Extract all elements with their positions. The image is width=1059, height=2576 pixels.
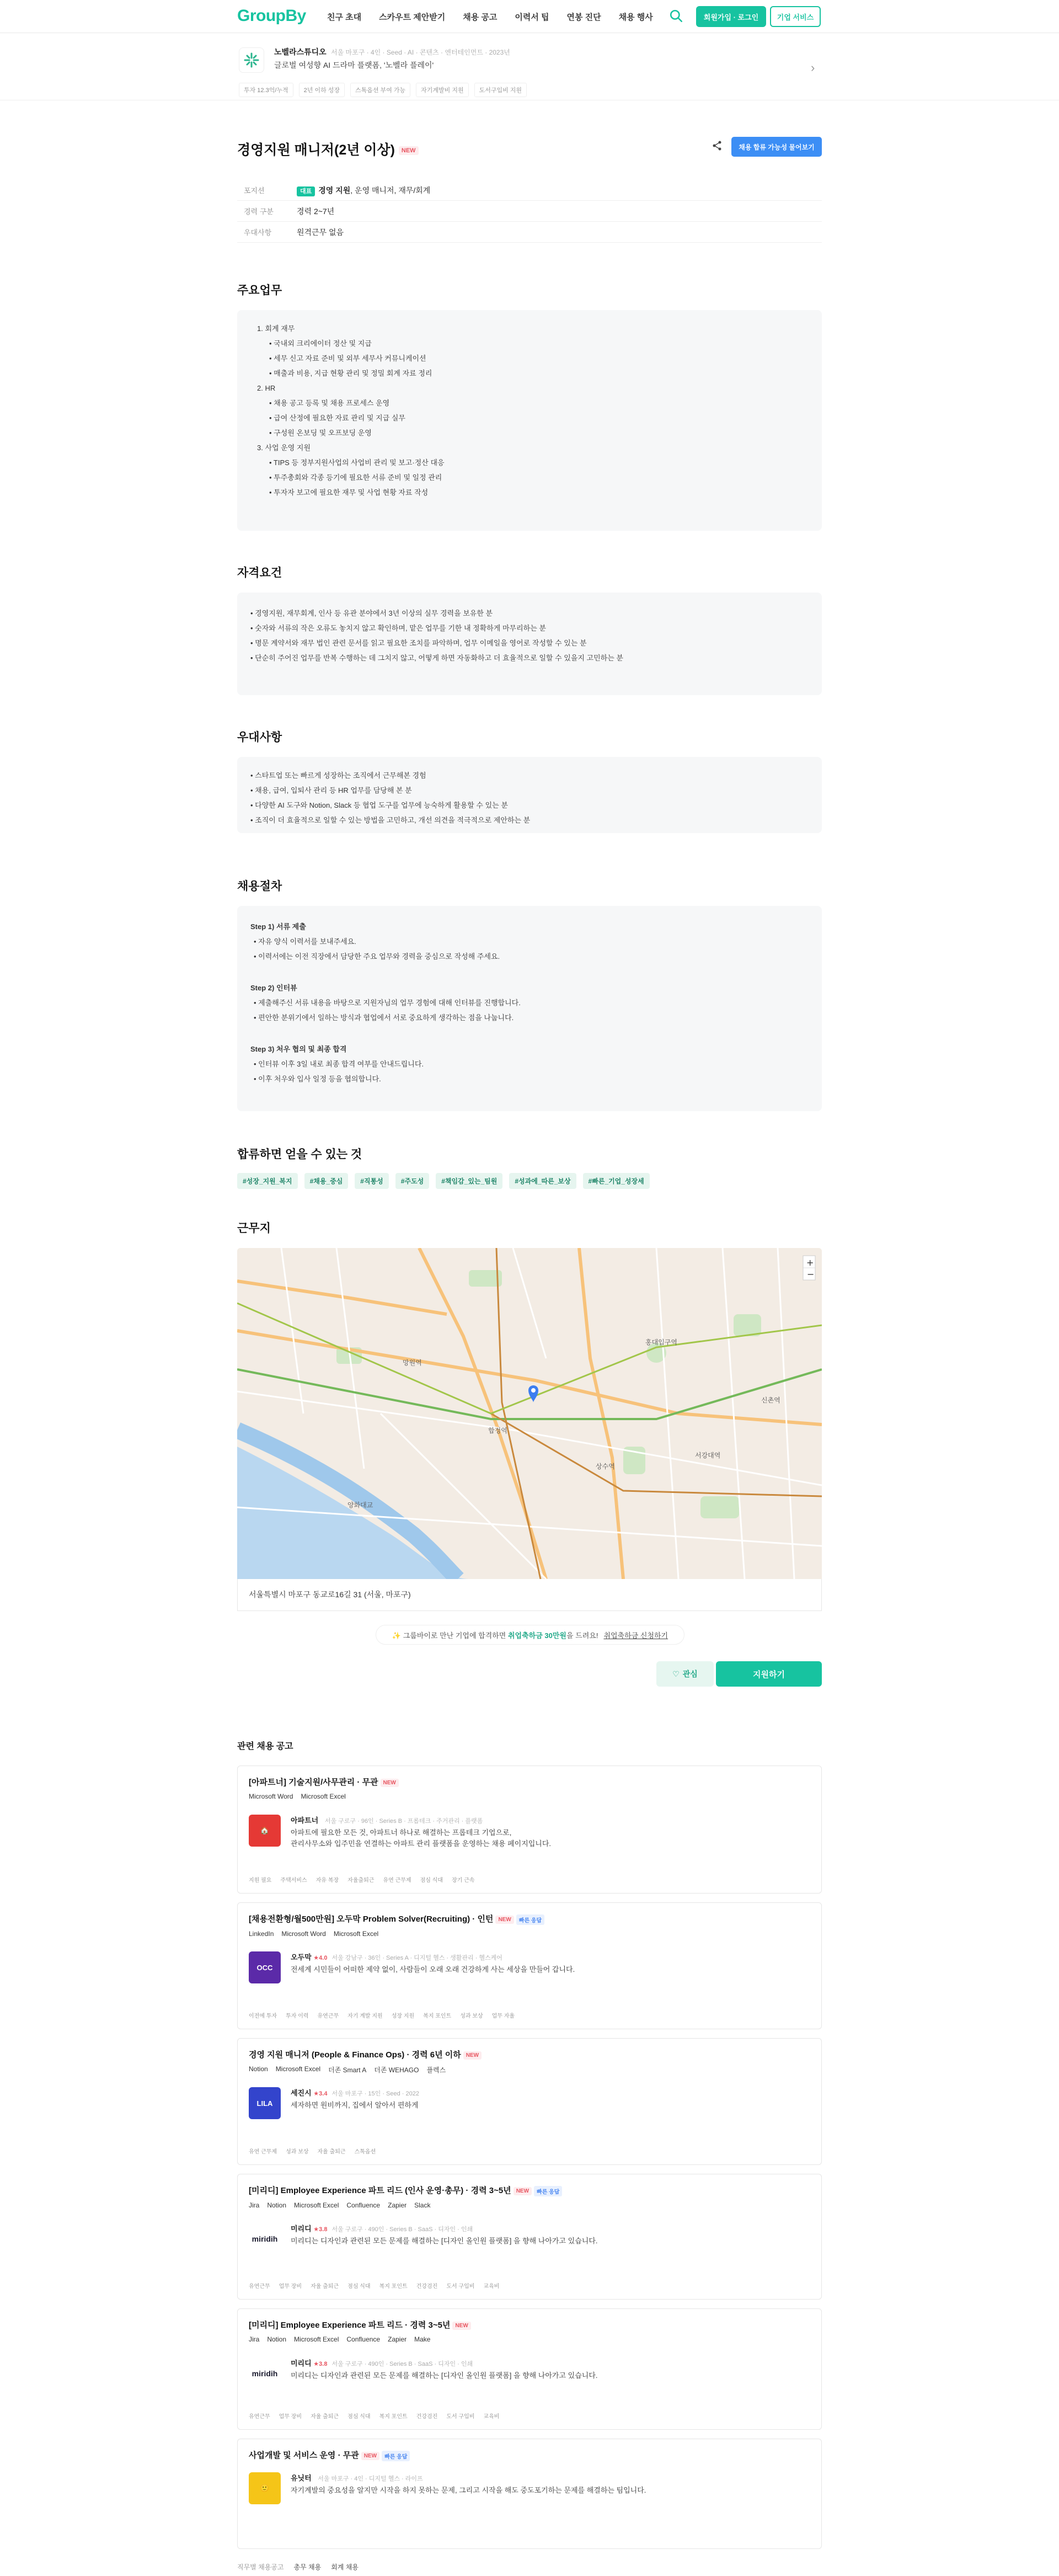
benefit-chip: 스톡옵션 [354,2149,376,2155]
skill-tag: Notion [267,2201,287,2209]
apply-button[interactable]: 지원하기 [716,1661,822,1687]
duties-heading: 주요업무 [237,284,282,297]
company-meta: 서울 마포구 · 4인 · 디지털 헬스 · 라이프 [318,2476,423,2482]
company-info [291,1951,575,1983]
share-icon[interactable] [712,140,723,151]
company-meta: 서울 구로구 · 96인 · Series B · 프롭테크 · 주거관리 · 플랫폼 [324,1818,483,1825]
duty-group-heading: 1. 회계 재무 [257,324,295,333]
benefit-chip: 지원 필요 [249,1878,272,1884]
skill-tag: Microsoft Excel [301,1793,346,1800]
notice-prefix: ✨ 그룹바이로 만난 기업에 합격하면 [392,1631,506,1640]
company-name: 오두막 ★4.0 서울 강남구 · 36인 · Series A · 디지털 헬스 · 생활관리 · 헬스케어 [291,1953,502,1961]
job-card-badge: 빠른 응답 [534,2186,562,2196]
job-info-table [237,180,822,243]
map-address: 서울특별시 마포구 동교로16길 31 (서울, 마포구) [237,1579,822,1611]
benefit-chip: 건강검진 [416,2414,438,2420]
related-jobs-heading: 관련 채용 공고 [237,1742,293,1751]
company-meta: 서울 구로구 · 490인 · Series B · SaaS · 디자인 · 인쇄 [331,2226,473,2233]
info-row-position [237,180,822,201]
job-card[interactable] [237,2308,822,2430]
map-label: 합정역 [488,1427,507,1434]
info-row-remote [237,222,822,243]
benefit-chip: 장기 근속 [451,1878,475,1884]
company-name: 세진시 ★3.4 서울 마포구 · 15인 · Seed · 2022 [291,2089,419,2097]
benefit-tags [237,1173,650,1189]
footer-link[interactable]: 회계 채용 [331,2563,359,2571]
process-item: • 편안한 분위기에서 일하는 방식과 협업에서 서로 중요하게 생각하는 점을 나눕니다. [254,1014,514,1022]
skill-tag: Confluence [346,2201,381,2209]
company-logo: LILA [249,2087,281,2119]
company-meta: 서울 마포구 · 15인 · Seed · 2022 [331,2090,419,2097]
info-value: 경력 2~7년 [297,206,335,216]
map-label: 양화대교 [347,1501,373,1509]
company-summary[interactable] [0,33,1059,100]
skill-tag: Microsoft Excel [294,2335,339,2343]
qualification-item: • 숫자와 서류의 작은 오류도 놓치지 않고 확인하며, 맡은 업무를 기한 내 정확하게 마무리하는 분 [250,624,546,632]
search-icon[interactable] [669,9,683,23]
duties-box [237,310,822,531]
notice-suffix: 을 드려요! [566,1631,598,1640]
job-card-tags [249,2412,499,2420]
skill-tag: Microsoft Word [249,1793,293,1800]
duty-item: • 투자자 보고에 필요한 재무 및 사업 현황 자료 작성 [269,488,429,497]
preferred-item: • 채용, 급여, 입퇴사 관리 등 HR 업무를 담당해 본 분 [250,786,412,794]
company-logo [239,47,264,73]
main-nav [327,11,653,23]
company-logo: miridih [249,2358,281,2390]
skill-tag: Microsoft Excel [294,2201,339,2209]
process-heading: 채용절차 [237,880,282,893]
ask-hiring-button[interactable]: 채용 합류 가능성 물어보기 [731,137,822,157]
preferred-item: • 다양한 AI 도구와 Notion, Slack 등 협업 도구를 업무에 능숙하게 활용할 수 있는 분 [250,801,508,809]
benefit-tag: #성과에_따른_보상 [509,1173,576,1189]
company-tags [239,83,527,97]
duty-group-heading: 2. HR [257,384,276,392]
info-label: 우대사항 [244,228,272,237]
nav-resume-tips[interactable]: 이력서 팁 [515,13,549,22]
job-card-skills [249,2335,810,2343]
groupby-logo[interactable]: GroupBy [237,7,306,25]
benefit-chip: 자유 복장 [315,1878,339,1884]
company-name[interactable]: 노벨라스튜디오 [274,47,327,56]
skill-tag: Jira [249,2335,260,2343]
job-card-tags [249,2147,376,2155]
benefit-tag: #주도성 [395,1173,429,1189]
map-label: 서강대역 [695,1452,721,1459]
job-card[interactable] [237,2439,822,2549]
duty-item: • TIPS 등 정부지원사업의 사업비 관리 및 보고·정산 대응 [269,458,445,467]
company-description: 미리디는 디자인과 관련된 모든 문제를 해결하는 [디자인 올인원 플랫폼] 을 향해 나아가고 있습니다. [291,2237,598,2245]
benefit-chip: 자기 계발 지원 [347,2013,383,2019]
skill-tag: Microsoft Excel [333,1929,379,1938]
job-card[interactable] [237,1902,822,2029]
benefit-chip: 자율 출퇴근 [317,2149,346,2155]
benefit-chip: 점심 식대 [347,2414,371,2420]
company-info [291,2472,646,2504]
benefits-heading: 합류하면 얻을 수 있는 것 [237,1148,362,1161]
zoom-in-icon[interactable]: + [806,1257,814,1268]
duty-item: • 구성원 온보딩 및 오프보딩 운영 [269,429,372,437]
benefit-chip: 복지 포인트 [379,2284,408,2290]
skill-tag: Make [414,2335,431,2343]
benefit-chip: 건강검진 [416,2284,438,2290]
job-card[interactable] [237,2038,822,2165]
duty-list [257,455,802,500]
company-description: 글로벌 여성향 AI 드라마 플랫폼, '노벨라 플레이' [274,61,434,70]
job-card-tags [249,1875,474,1884]
benefit-chip: 유연 근무제 [249,2149,277,2155]
benefit-chip: 업무 장비 [279,2284,302,2290]
congrats-apply-link[interactable]: 취업축하금 신청하기 [603,1631,668,1640]
skill-tag: 더존 Smart A [328,2066,367,2074]
preferred-heading: 우대사항 [237,731,282,744]
job-card-company[interactable] [249,2358,598,2390]
map-label: 상수역 [596,1463,615,1470]
company-meta: 서울 구로구 · 490인 · Series B · SaaS · 디자인 · 인쇄 [331,2361,473,2367]
process-box [237,906,822,1111]
skill-tag: Confluence [346,2335,381,2343]
qualifications-box [237,593,822,695]
job-card-skills [249,1930,810,1938]
duty-item: • 채용 공고 등록 및 채용 프로세스 운영 [269,399,390,407]
company-description: 세자하면 원비까지, 집에서 알아서 편하게 [291,2101,419,2109]
benefit-chip: 교육비 [483,2414,500,2420]
job-card-title[interactable]: 사업개발 및 서비스 운영 · 무관 NEW 빠른 응답 [249,2449,810,2461]
corp-service-button[interactable]: 기업 서비스 [770,6,821,27]
job-card-badge: NEW [381,1779,399,1787]
position-tag: 대표 [297,186,315,196]
benefit-chip: 점심 식대 [420,1878,443,1884]
job-card-badge: NEW [361,2452,379,2460]
company-name: 아파트너 서울 구로구 · 96인 · Series B · 프롭테크 · 주거관리 · 플랫폼 [291,1816,483,1825]
job-card-title[interactable]: [미리디] Employee Experience 파트 리드 · 경력 3~5년 NEW [249,2319,810,2330]
duty-item: • 국내외 크리에이터 정산 및 지급 [269,339,372,348]
like-button[interactable] [656,1661,714,1687]
job-card-company[interactable] [249,2223,598,2255]
job-card-skills [249,2201,810,2209]
company-name: 유닛터 서울 마포구 · 4인 · 디지털 헬스 · 라이프 [291,2474,423,2482]
job-card-skills [249,2065,810,2074]
company-rating: ★3.4 [313,2090,328,2097]
benefit-chip: 자율 출퇴근 [311,2414,339,2420]
benefit-tag: #성장_지원_복지 [237,1173,298,1189]
company-description: 전세계 시민들이 어떠한 제약 없이, 사람들이 오래 오래 건강하게 사는 세상을 만들어 갑니다. [291,1965,575,1974]
job-card-tags [249,2011,515,2019]
benefit-chip: 자율출퇴근 [347,1878,375,1884]
company-logo: 🏠 [249,1815,281,1847]
skill-tag: Microsoft Excel [275,2065,321,2073]
company-info [291,2087,419,2119]
job-card-title[interactable]: [채용전환형/월500만원] 오두막 Problem Solver(Recruiting) · 인턴 NEW 빠른 응답 [249,1913,810,1925]
info-value [297,185,430,196]
footer-link[interactable]: 총무 채용 [293,2563,322,2571]
company-meta: 서울 마포구 · 4인 · Seed · AI · 콘텐츠 · 엔터테인먼트 · 2023년 [331,49,510,56]
skill-tag: Jira [249,2201,260,2209]
job-card-title[interactable]: [아파트너] 기술지원/사무관리 · 무관 NEW [249,1776,810,1788]
skill-tag: LinkedIn [249,1929,274,1938]
company-tag: 2년 이하 성장 [299,83,345,97]
benefit-tag: #직통성 [355,1173,388,1189]
notice-highlight: 취업축하금 30만원 [507,1631,566,1640]
benefit-chip: 점심 식대 [347,2284,371,2290]
preferred-box [237,757,822,833]
duty-item: • 투주총회와 각종 등기에 필요한 서류 준비 및 일정 관리 [269,473,442,482]
heart-icon: ♡ [672,1669,680,1678]
company-meta: 서울 강남구 · 36인 · Series A · 디지털 헬스 · 생활관리 · 헬스케어 [331,1955,502,1961]
benefit-chip: 유연근무 [249,2284,270,2290]
company-info [291,2358,598,2390]
benefit-chip: 복지 포인트 [379,2414,408,2420]
company-description: 미리디는 디자인과 관련된 모든 문제를 해결하는 [디자인 올인원 플랫폼] 을 향해 나아가고 있습니다. [291,2371,598,2380]
company-logo: miridih [249,2223,281,2255]
job-card-skills [249,1793,810,1800]
company-description: 자기계발의 중요성을 알지만 시작을 하지 못하는 문제, 그리고 시작을 해도 중도포기하는 문제를 해결하는 팀입니다. [291,2486,646,2494]
company-logo: 🙂 [249,2472,281,2504]
company-rating: ★3.8 [313,2226,328,2233]
company-info [291,1815,551,1849]
sparkle-logo-icon [243,52,260,68]
qualification-item: • 경영지원, 재무회계, 인사 등 유관 분야에서 3년 이상의 실무 경력을 보유한 분 [250,609,493,617]
job-card-badge: 빠른 응답 [382,2451,410,2461]
company-info [291,2223,598,2255]
company-description: 아파트에 필요한 모든 것, 아파트너 하나로 해결하는 프롭테크 기업으로, 관리사무소와 입주민을 연결하는 아파트 관리 플랫폼을 운영하는 채용 페이지입니다. [291,1828,552,1848]
process-item: • 이력서에는 이전 직장에서 담당한 주요 업무와 경력을 중심으로 작성해 주세요. [254,952,500,961]
company-tag: 자기계발비 지원 [416,83,468,97]
benefit-chip: 성과 보상 [286,2149,309,2155]
process-list [250,934,809,964]
benefit-chip: 이전에 투자 [249,2013,277,2019]
job-card-badge: NEW [495,1916,514,1924]
job-title [237,139,419,159]
benefit-chip: 유연근무 [249,2414,270,2420]
benefit-tag: #채용_중심 [304,1173,349,1189]
benefit-chip: 도서 구입비 [446,2414,475,2420]
duty-group-heading: 3. 사업 운영 지원 [257,444,311,452]
new-badge: NEW [399,146,419,155]
process-list [250,1057,809,1086]
job-card-company[interactable] [249,2472,646,2504]
location-map[interactable] [237,1248,822,1579]
company-tag: 도서구입비 지원 [474,83,527,97]
map-label: 홍대입구역 [645,1338,677,1346]
company-name: 미리디 ★3.8 서울 구로구 · 490인 · Series B · SaaS · 디자인 · 인쇄 [291,2225,473,2233]
job-card-company[interactable] [249,1951,575,1983]
process-step-heading: Step 2) 인터뷰 [250,984,297,992]
zoom-control[interactable] [803,1256,815,1280]
job-card-title[interactable]: 경영 지원 매니저 (People & Finance Ops) · 경력 6년 이하 NEW [249,2049,810,2060]
footer-job-categories [237,2562,359,2572]
info-value: 원격근무 없음 [297,227,344,237]
skill-tag: Zapier [388,2335,407,2343]
info-row-career [237,201,822,222]
top-navigation [0,0,1059,33]
duty-item: • 급여 산정에 필요한 자료 관리 및 지급 실무 [269,414,405,422]
process-list [250,995,809,1025]
company-rating: ★4.0 [313,1955,328,1961]
like-label: 관심 [682,1670,698,1678]
position-rest: , 운영 매니저, 재무/회계 [350,185,431,195]
preferred-item: • 스타트업 또는 빠르게 성장하는 조직에서 근무해본 경험 [250,771,426,780]
duty-item: • 세무 신고 자료 준비 및 외부 세무사 커뮤니케이션 [269,354,426,362]
skill-tag: 플렉스 [426,2066,446,2074]
nav-scout[interactable]: 스카우트 제안받기 [379,13,446,22]
skill-tag: Notion [249,2065,268,2073]
benefit-chip: 자율 출퇴근 [311,2284,339,2290]
skill-tag: Notion [267,2335,287,2343]
skill-tag: Slack [414,2201,431,2209]
job-card-tags [249,2281,499,2290]
zoom-out-icon[interactable]: − [807,1269,815,1279]
company-tag: 스톡옵션 부여 가능 [350,83,410,97]
qualification-item: • 명문 계약서와 재무 법인 관련 문서를 읽고 필요한 조치를 파악하며, 업무 이메일을 영어로 작성할 수 있는 분 [250,639,587,647]
company-rating: ★3.8 [313,2361,328,2367]
benefit-chip: 유연 근무제 [383,1878,411,1884]
process-item: • 인터뷰 이후 3일 내로 최종 합격 여부를 안내드립니다. [254,1060,424,1068]
company-name: 미리디 ★3.8 서울 구로구 · 490인 · Series B · SaaS · 디자인 · 인쇄 [291,2359,473,2367]
job-card[interactable] [237,1766,822,1894]
skill-tag: Zapier [388,2201,407,2209]
nav-jobs[interactable]: 채용 공고 [463,13,498,22]
duty-list [257,336,802,381]
map-label: 망원역 [403,1359,422,1367]
company-logo: OCC [249,1951,281,1983]
duty-item: • 매출과 비용, 지급 현황 관리 및 정밀 회계 자료 정리 [269,369,432,377]
benefit-tag: #빠른_기업_성장세 [583,1173,650,1189]
skill-tag: Microsoft Word [281,1929,326,1938]
process-item: • 제출해주신 서류 내용을 바탕으로 지원자님의 업무 경험에 대해 인터뷰를 진행합니다. [254,999,521,1007]
join-login-button[interactable]: 회원가입 · 로그인 [696,6,766,27]
benefit-chip: 주택서비스 [280,1878,307,1884]
duty-list [257,396,802,440]
qualification-item: • 단순히 주어진 업무를 반복 수행하는 데 그치지 않고, 어떻게 하면 자동화하고 더 효율적으로 일할 수 있을지 고민하는 분 [250,654,623,662]
benefit-chip: 성과 보상 [460,2013,483,2019]
job-card-company[interactable] [249,2087,419,2119]
nav-invite[interactable]: 친구 초대 [327,13,362,22]
congrats-notice [376,1625,684,1645]
job-card-badge: NEW [452,2322,470,2330]
process-step-heading: Step 1) 서류 제출 [250,922,306,931]
location-heading: 근무지 [237,1222,271,1235]
benefit-chip: 성장 지원 [391,2013,415,2019]
process-step-heading: Step 3) 처우 협의 및 최종 합격 [250,1045,347,1053]
chevron-right-icon[interactable]: › [811,61,815,74]
benefit-chip: 업무 자율 [491,2013,515,2019]
skill-tag: 더존 WEHAGO [374,2066,419,2074]
footer-label: 직무별 채용공고 [237,2563,284,2571]
benefit-tag: #책임감_있는_팀원 [436,1173,502,1189]
job-card-company[interactable] [249,1815,551,1849]
job-card-title[interactable]: [미리디] Employee Experience 파트 리드 (인사 운영·총무) · 경력 3~5년 NEW 빠른 응답 [249,2184,810,2196]
info-label: 경력 구분 [244,207,274,216]
benefit-chip: 교육비 [483,2284,500,2290]
position-main: 경영 지원 [318,185,351,195]
benefit-chip: 투자 이력 [286,2013,309,2019]
nav-salary[interactable]: 연봉 진단 [566,13,601,22]
map-canvas[interactable] [237,1248,822,1579]
benefit-chip: 업무 장비 [279,2414,302,2420]
job-card-badge: 빠른 응답 [516,1914,544,1925]
job-card-badge: NEW [463,2051,482,2060]
info-label: 포지션 [244,186,265,195]
company-tag: 투자 12.3억/누적 [239,83,293,97]
job-card[interactable] [237,2174,822,2300]
process-item: • 자유 양식 이력서를 보내주세요. [254,937,356,946]
preferred-item: • 조직이 더 효율적으로 일할 수 있는 방법을 고민하고, 개선 의견을 적극적으로 제안하는 분 [250,816,531,824]
job-title-text: 경영지원 매니저(2년 이상) [237,142,395,158]
benefit-chip: 유연근무 [317,2013,339,2019]
map-label: 신촌역 [761,1396,780,1404]
qualifications-heading: 자격요건 [237,567,282,579]
job-card-badge: NEW [514,2187,532,2195]
benefit-chip: 도서 구입비 [446,2284,475,2290]
benefit-chip: 복지 포인트 [423,2013,452,2019]
nav-events[interactable]: 채용 행사 [618,13,653,22]
process-item: • 이후 처우와 입사 일정 등을 협의합니다. [254,1075,381,1083]
